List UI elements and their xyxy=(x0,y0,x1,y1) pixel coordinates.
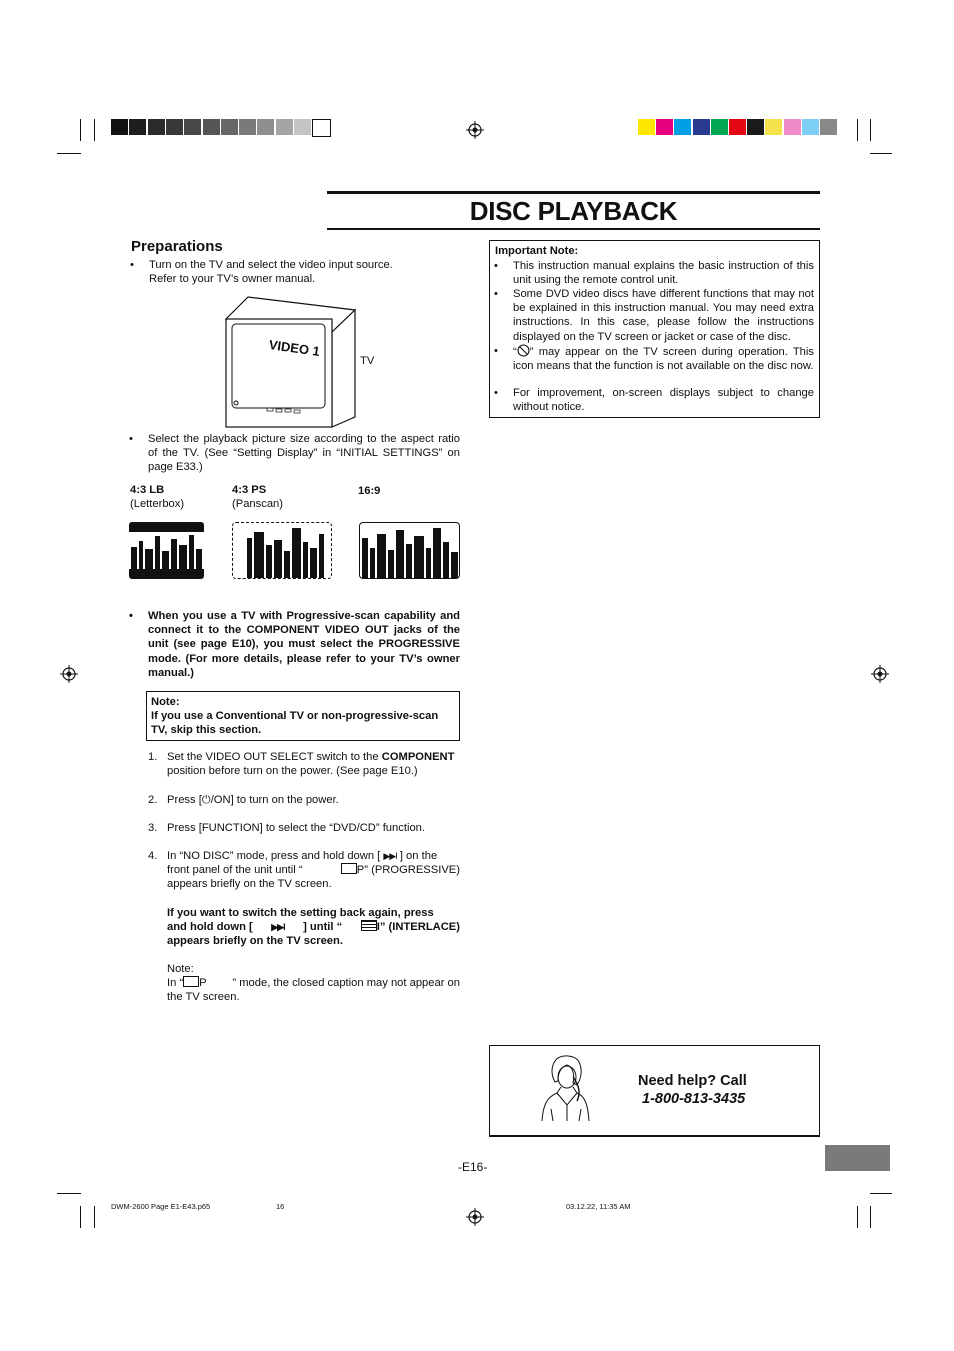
step-text: Press [⏻/ON] to turn on the power. xyxy=(167,794,339,806)
color-swatch xyxy=(674,119,691,135)
gray-swatch xyxy=(148,119,165,135)
bullet-item: • For improvement, on-screen displays subject to change without notice. xyxy=(494,387,814,414)
step-text: Press [FUNCTION] to select the “DVD/CD” function. xyxy=(167,822,425,834)
registration-crosshair-icon xyxy=(60,665,78,683)
color-swatch xyxy=(802,119,819,135)
gray-swatch xyxy=(312,119,331,137)
step-number: 4. xyxy=(148,850,158,862)
gray-swatch xyxy=(239,119,256,135)
color-swatch xyxy=(693,119,710,135)
gray-swatch xyxy=(276,119,293,135)
footer-datetime: 03.12.22, 11:35 AM xyxy=(566,1202,631,1211)
color-swatch xyxy=(765,119,782,135)
page-tab xyxy=(825,1145,890,1171)
power-icon: ⏻ xyxy=(201,794,211,806)
widescreen-image xyxy=(359,522,460,579)
aspect-label-letterbox: 4:3 LB (Letterbox) xyxy=(130,484,185,511)
color-swatch xyxy=(729,119,746,135)
step-text: Set the VIDEO OUT SELECT switch to the COMPONENT position before turn on the power. (See page E10.) xyxy=(167,751,455,778)
aspect-label-wide: 16:9 xyxy=(358,485,381,497)
prohibited-icon xyxy=(517,344,530,357)
bullet-item: • “ ” may appear on the TV screen during operation. This icon means that the function is not available on the disc now. xyxy=(494,345,814,373)
letterbox-image xyxy=(129,522,204,579)
tv-illustration xyxy=(224,295,358,430)
step-text: If you want to switch the setting back again, press and hold down [ ▶▶I ] until “ I” (INTERLACE) appears briefly on the TV screen. xyxy=(167,907,460,948)
bullet-item: • This instruction manual explains the basic instruction of this unit using the remote control unit. xyxy=(494,260,814,287)
interlace-icon xyxy=(361,920,377,931)
gray-swatch xyxy=(257,119,274,135)
tv-screen-text: VIDEO 1 xyxy=(267,337,321,359)
bullet-item: • Some DVD video discs have different functions that may not be explained in this instruction manual. You may need extra instructions. In this case, please follow the instructions displayed on the TV screen or jacket or case of the disc. xyxy=(494,288,814,343)
section-heading: Preparations xyxy=(131,238,223,255)
gray-swatch xyxy=(129,119,146,135)
title-rule-bottom xyxy=(327,228,820,230)
panscan-image xyxy=(232,522,332,579)
gray-swatch xyxy=(221,119,238,135)
skip-forward-icon: ▶▶I xyxy=(271,922,285,933)
gray-swatch xyxy=(184,119,201,135)
help-phone: 1-800-813-3435 xyxy=(642,1091,746,1107)
step-number: 1. xyxy=(148,751,158,763)
aspect-label-panscan: 4:3 PS (Panscan) xyxy=(232,484,283,511)
step-number: 2. xyxy=(148,794,158,806)
step-text: In “NO DISC” mode, press and hold down [ ▶▶I ] on the front panel of the unit until “ P” (PROGRESSIVE) appears briefly on the TV screen. xyxy=(167,850,460,891)
color-swatch xyxy=(656,119,673,135)
footer-filename: DWM-2600 Page E1-E43.p65 xyxy=(111,1202,211,1211)
registration-crosshair-icon xyxy=(466,1208,484,1226)
important-heading: Important Note: xyxy=(495,245,579,257)
color-swatch xyxy=(747,119,764,135)
color-swatch xyxy=(820,119,837,135)
bullet-item: • Select the playback picture size according to the aspect ratio of the TV. (See “Setting Display” in “INITIAL SETTINGS” on page E33.) xyxy=(129,433,460,474)
gray-swatch xyxy=(166,119,183,135)
title-rule-top xyxy=(327,191,820,194)
page-title: DISC PLAYBACK xyxy=(469,196,678,226)
bullet-item: • Turn on the TV and select the video input source. Refer to your TV’s owner manual. xyxy=(130,259,393,286)
gray-swatch xyxy=(203,119,220,135)
skip-forward-icon: ▶▶I xyxy=(383,851,397,861)
tv-label: TV xyxy=(360,355,375,367)
color-swatch xyxy=(711,119,728,135)
step-number: 3. xyxy=(148,822,158,834)
progressive-icon xyxy=(183,976,199,987)
registration-crosshair-icon xyxy=(466,121,484,139)
gray-swatch xyxy=(294,119,311,135)
customer-service-agent-icon xyxy=(537,1053,593,1125)
help-text: Need help? Call xyxy=(638,1073,747,1089)
registration-crosshair-icon xyxy=(871,665,889,683)
color-swatch xyxy=(638,119,655,135)
note-box: Note: If you use a Conventional TV or non-progressive-scan TV, skip this section. xyxy=(146,691,460,741)
step-note: Note: In “ P ” mode, the closed caption may not appear on the TV screen. xyxy=(167,963,460,1004)
gray-swatch xyxy=(111,119,128,135)
footer-page: 16 xyxy=(276,1202,285,1211)
progressive-icon xyxy=(341,863,357,874)
color-swatch xyxy=(784,119,801,135)
bullet-item: • When you use a TV with Progressive-scan capability and connect it to the COMPONENT VIDEO OUT jacks of the unit (see page E10), you must select the PROGRESSIVE mode. (For more details, please refer to your TV’s owner manual.) xyxy=(129,610,460,679)
page-number: -E16- xyxy=(458,1160,488,1174)
